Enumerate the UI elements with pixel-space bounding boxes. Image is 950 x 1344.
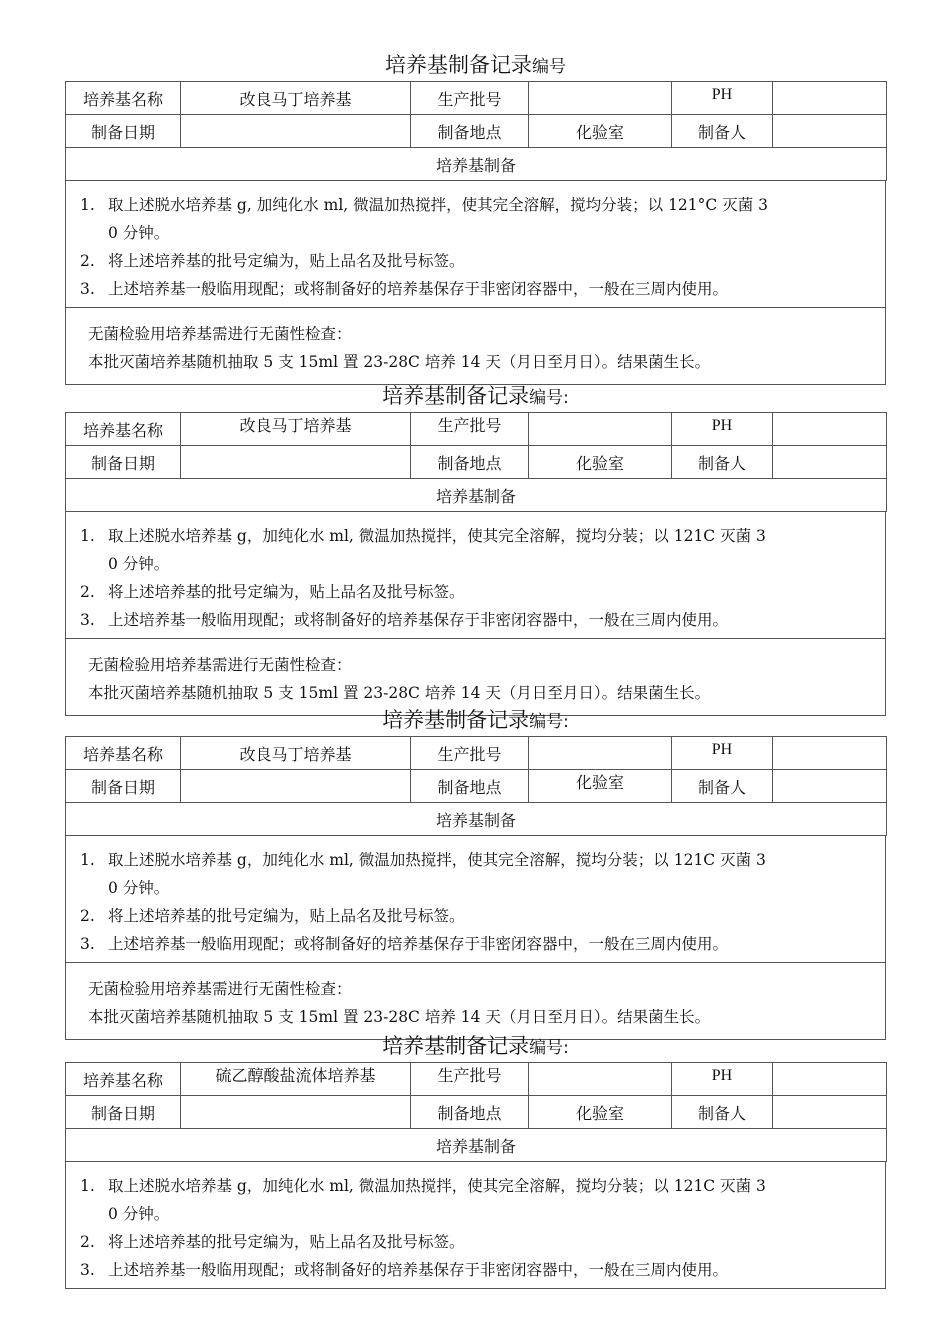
check-text: 本批灭菌培养基随机抽取 5 支 15ml 置 23-28C 培养 14 天（月日至月日）。结果菌生长。 (88, 684, 711, 702)
header-table (65, 736, 887, 836)
list-item (80, 1228, 877, 1256)
list-item (80, 930, 877, 958)
list-item (80, 846, 877, 902)
ph-value (773, 737, 887, 770)
content-box (65, 512, 886, 716)
step-text: 上述培养基一般临用现配；或将制备好的培养基保存于非密闭容器中，一般在三周内使用。 (108, 280, 729, 298)
step-number: 1. (80, 196, 95, 214)
check-title: 无菌检验用培养基需进行无菌性检查： (88, 656, 352, 674)
step-number: 2. (80, 583, 95, 601)
record-2 (65, 380, 886, 716)
preparer-value (773, 446, 887, 479)
step-text-cont: 0 分钟。 (108, 555, 170, 573)
step-number: 3. (80, 935, 95, 953)
place-label: 制备地点 (411, 446, 529, 479)
section-label: 培养基制备 (66, 803, 887, 836)
record-title (65, 380, 886, 412)
step-text: 上述培养基一般临用现配；或将制备好的培养基保存于非密闭容器中，一般在三周内使用。 (108, 935, 729, 953)
header-table (65, 81, 887, 181)
step-number: 3. (80, 1261, 95, 1279)
step-text: 上述培养基一般临用现配；或将制备好的培养基保存于非密闭容器中，一般在三周内使用。 (108, 1261, 729, 1279)
batch-label: 生产批号 (411, 1063, 529, 1096)
date-value (181, 446, 411, 479)
step-number: 1. (80, 1177, 95, 1195)
step-number: 3. (80, 280, 95, 298)
ph-value (773, 1063, 887, 1096)
step-number: 3. (80, 611, 95, 629)
name-value: 改良马丁培养基 (181, 413, 411, 446)
preparer-value (773, 1096, 887, 1129)
code-label: 编号: (529, 712, 569, 732)
list-item (80, 522, 877, 578)
header-table (65, 1062, 887, 1162)
batch-label: 生产批号 (411, 82, 529, 115)
title-text: 培养基制备记录 (385, 53, 532, 77)
list-item (80, 275, 877, 303)
step-number: 1. (80, 851, 95, 869)
record-4 (65, 1030, 886, 1289)
ph-label: PH (672, 82, 773, 115)
step-number: 2. (80, 907, 95, 925)
list-item (80, 191, 877, 247)
preparer-label: 制备人 (672, 446, 773, 479)
date-label: 制备日期 (66, 1096, 181, 1129)
step-text: 将上述培养基的批号定编为，贴上品名及批号标签。 (108, 583, 465, 601)
step-text: 将上述培养基的批号定编为，贴上品名及批号标签。 (108, 1233, 465, 1251)
date-label: 制备日期 (66, 770, 181, 803)
sterility-check (66, 962, 885, 1039)
ph-value (773, 413, 887, 446)
preparer-label: 制备人 (672, 115, 773, 148)
record-title (65, 704, 886, 736)
name-value: 硫乙醇酸盐流体培养基 (181, 1063, 411, 1096)
title-text: 培养基制备记录 (382, 384, 530, 408)
batch-value (529, 413, 672, 446)
check-text: 本批灭菌培养基随机抽取 5 支 15ml 置 23-28C 培养 14 天（月日至月日）。结果菌生长。 (88, 1008, 711, 1026)
list-item (80, 247, 877, 275)
sterility-check (66, 307, 885, 384)
batch-value (529, 82, 672, 115)
section-label: 培养基制备 (66, 479, 887, 512)
place-value: 化验室 (529, 770, 672, 803)
list-item (80, 902, 877, 930)
content-box (65, 1162, 886, 1289)
preparer-value (773, 770, 887, 803)
place-label: 制备地点 (411, 115, 529, 148)
name-label: 培养基名称 (66, 737, 181, 770)
date-value (181, 770, 411, 803)
list-item (80, 1172, 877, 1228)
code-label: 编号: (529, 1038, 569, 1058)
header-table (65, 412, 887, 512)
title-text: 培养基制备记录 (382, 708, 530, 732)
step-text: 取上述脱水培养基 g，加纯化水 ml, 微温加热搅拌，使其完全溶解，搅均分装；以 121C 灭菌 3 (108, 527, 766, 545)
batch-label: 生产批号 (411, 413, 529, 446)
date-label: 制备日期 (66, 446, 181, 479)
code-label: 编号: (529, 388, 569, 408)
record-1 (65, 49, 886, 385)
step-text: 上述培养基一般临用现配；或将制备好的培养基保存于非密闭容器中，一般在三周内使用。 (108, 611, 729, 629)
steps-list (66, 181, 885, 307)
record-title (65, 1030, 886, 1062)
step-text-cont: 0 分钟。 (108, 1205, 170, 1223)
record-title (65, 49, 886, 81)
step-number: 1. (80, 527, 95, 545)
section-label: 培养基制备 (66, 148, 887, 181)
name-value: 改良马丁培养基 (181, 737, 411, 770)
list-item (80, 606, 877, 634)
check-title: 无菌检验用培养基需进行无菌性检查： (88, 325, 352, 343)
name-label: 培养基名称 (66, 413, 181, 446)
preparer-label: 制备人 (672, 1096, 773, 1129)
steps-list (66, 1162, 885, 1288)
place-value: 化验室 (529, 1096, 672, 1129)
ph-label: PH (672, 413, 773, 446)
title-text: 培养基制备记录 (382, 1034, 530, 1058)
record-3 (65, 704, 886, 1040)
steps-list (66, 512, 885, 638)
step-number: 2. (80, 1233, 95, 1251)
step-number: 2. (80, 252, 95, 270)
preparer-value (773, 115, 887, 148)
name-label: 培养基名称 (66, 1063, 181, 1096)
code-label: 编号 (532, 57, 566, 77)
date-label: 制备日期 (66, 115, 181, 148)
place-label: 制备地点 (411, 1096, 529, 1129)
step-text: 将上述培养基的批号定编为，贴上品名及批号标签。 (108, 907, 465, 925)
name-label: 培养基名称 (66, 82, 181, 115)
content-box (65, 181, 886, 385)
batch-value (529, 737, 672, 770)
check-title: 无菌检验用培养基需进行无菌性检查： (88, 980, 352, 998)
steps-list (66, 836, 885, 962)
step-text: 取上述脱水培养基 g，加纯化水 ml, 微温加热搅拌，使其完全溶解，搅均分装；以 121C 灭菌 3 (108, 1177, 766, 1195)
batch-value (529, 1063, 672, 1096)
date-value (181, 115, 411, 148)
batch-label: 生产批号 (411, 737, 529, 770)
section-label: 培养基制备 (66, 1129, 887, 1162)
step-text: 取上述脱水培养基 g，加纯化水 ml, 微温加热搅拌，使其完全溶解，搅均分装；以 121C 灭菌 3 (108, 851, 766, 869)
place-label: 制备地点 (411, 770, 529, 803)
ph-value (773, 82, 887, 115)
list-item (80, 1256, 877, 1284)
ph-label: PH (672, 1063, 773, 1096)
content-box (65, 836, 886, 1040)
ph-label: PH (672, 737, 773, 770)
step-text: 取上述脱水培养基 g, 加纯化水 ml, 微温加热搅拌，使其完全溶解，搅均分装；以 121°C 灭菌 3 (108, 196, 768, 214)
step-text: 将上述培养基的批号定编为，贴上品名及批号标签。 (108, 252, 465, 270)
place-value: 化验室 (529, 446, 672, 479)
check-text: 本批灭菌培养基随机抽取 5 支 15ml 置 23-28C 培养 14 天（月日至月日）。结果菌生长。 (88, 353, 711, 371)
step-text-cont: 0 分钟。 (108, 224, 170, 242)
preparer-label: 制备人 (672, 770, 773, 803)
date-value (181, 1096, 411, 1129)
place-value: 化验室 (529, 115, 672, 148)
name-value: 改良马丁培养基 (181, 82, 411, 115)
step-text-cont: 0 分钟。 (108, 879, 170, 897)
list-item (80, 578, 877, 606)
